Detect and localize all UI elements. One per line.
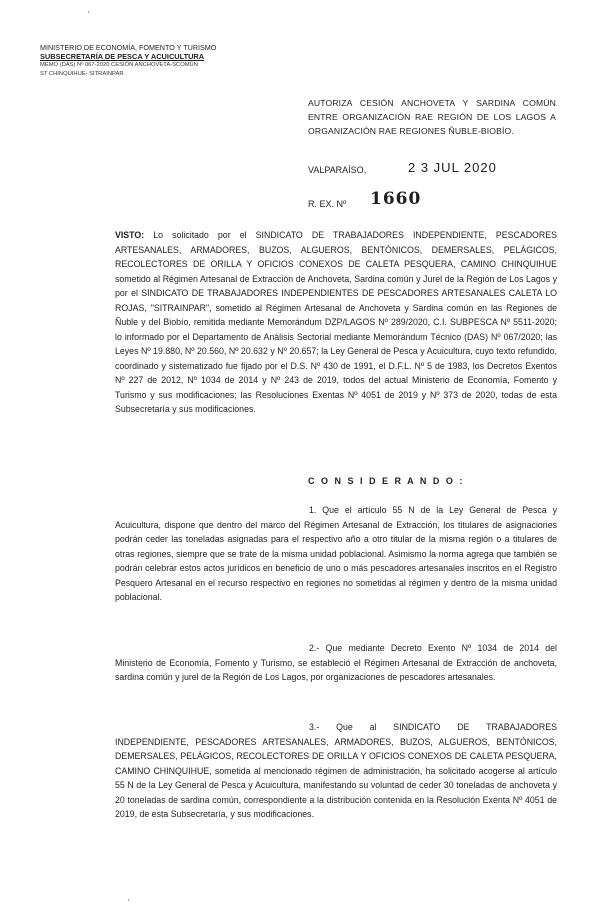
considerando-paragraph-2: 2.- Que mediante Decreto Exento Nº 1034 de 2014 del Ministerio de Economía, Fomento y Turismo, se estableció el Régimen Artesanal de Extracción de anchoveta, sardina común y jurel de la Región de Los Lagos, por organizaciones de pescadores artesanales. [115, 643, 557, 682]
considerando-paragraph-1: 1. Que el artículo 55 N de la Ley General de Pesca y Acuicultura, dispone que dentro del marco del Régimen Artesanal de Extracción, los titulares de asignaciones podrán ceder las toneladas asignadas para el respectivo año a otro titular de la misma región o a titulares de otras regiones, siempre que se trate de la misma unidad poblacional. Asimismo la norma agrega que también se podrán celebrar estos actos jurídicos en beneficio de uno o más pescadores artesanales inscritos en el Registro Pesquero Artesanal en el recurso respectivo en regiones no sometidas al régimen y dentro de la misma unidad poblacional. [115, 505, 557, 602]
resolution-number: 1660 [370, 189, 422, 209]
considerando-heading: C O N S I D E R A N D O : [308, 476, 465, 486]
letterhead [40, 43, 260, 79]
page-mark-top: ' [88, 10, 90, 19]
visto-text: Lo solicitado por el SINDICATO DE TRABAJADORES INDEPENDIENTE, PESCADORES ARTESANALES, ARMADORES, BUZOS, ALGUEROS, BENTÓNICOS, DEMERSALES, PELÁGICOS, RECOLECTORES DE ORILLA Y OFICIOS CONEXOS DE CALETA PESQUERA, CAMINO CHINQUIHUE sometido al Régimen Artesanal de Extracción de Anchoveta, Sardina común y Jurel de la Región de Los Lagos y por el SINDICATO DE TRABAJADORES INDEPENDIENTES DE PESCADORES ARTESANALES CALETA LO ROJAS, "SITRAINPAR", sometido al Régimen Artesanal de Anchoveta y Sardina común en las Regiones de Ñuble y del Biobío, remitida mediante Memorándum DZP/LAGOS Nº 289/2020, C.I. SUBPESCA Nº 5511-2020; lo informado por el Departamento de Análisis Sectorial mediante Memorándum Técnico (DAS) Nº 067/2020; las Leyes Nº 19.880, Nº 20.560, Nº 20.632 y Nº 20.657; la Ley General de Pesca y Acuicultura, cuyo texto refundido, coordinado y sistematizado fue fijado por el D.S. Nº 430 de 1991, el D.F.L. Nº 5 de 1983, los Decretos Exentos Nº 227 de 2012, Nº 1034 de 2014 y Nº 243 de 2019, todos del actual Ministerio de Economía, Fomento y Turismo y sus modificaciones; las Resoluciones Exentas Nº 4051 de 2019 y Nº 373 de 2020, todas de esta Subsecretaría y sus modificaciones. [115, 230, 557, 414]
considerando-paragraph-3: 3.- Que al SINDICATO DE TRABAJADORES INDEPENDIENTE, PESCADORES ARTESANALES, ARMADORES, BUZOS, ALGUEROS, BENTÓNICOS, DEMERSALES, PELÁGICOS, RECOLECTORES DE ORILLA Y OFICIOS CONEXOS DE CALETA PESQUERA, CAMINO CHINQUIHUE, sometida al mencionado régimen de administración, ha solicitado acogerse al artículo 55 N de la Ley General de Pesca y Acuicultura, manifestando su voluntad de ceder 30 toneladas de anchoveta y 20 toneladas de sardina común, correspondiente a la distribución contenida en la Resolución Exenta Nº 4051 de 2019, de esta Subsecretaría, y sus modificaciones. [115, 722, 557, 819]
page-mark-bottom: ' [128, 898, 130, 907]
memo-reference: MEMO (DAS) Nº 067-2020 CESIÓN ANCHOVETA-SCOMÚN [40, 62, 198, 68]
document-subject: AUTORIZA CESIÓN ANCHOVETA Y SARDINA COMÚN ENTRE ORGANIZACIÓN RAE REGIÓN DE LOS LAGOS A ORGANIZACIÓN RAE REGIONES ÑUBLE-BIOBÍO. [308, 98, 556, 136]
visto-label: VISTO: [115, 230, 145, 240]
undersecretariat-name: SUBSECRETARÍA DE PESCA Y ACUICULTURA [40, 52, 205, 61]
memo-reference-2: ST CHINQUIHUE- SITRAINPAR [40, 71, 124, 77]
visto-paragraph [115, 228, 557, 417]
ministry-name: MINISTERIO DE ECONOMÍA, FOMENTO Y TURISMO [40, 43, 217, 52]
resolution-label: R. EX. Nº [308, 199, 347, 209]
date-stamp: 2 3 JUL 2020 [408, 160, 497, 175]
place-label: VALPARAÍSO, [308, 165, 367, 175]
